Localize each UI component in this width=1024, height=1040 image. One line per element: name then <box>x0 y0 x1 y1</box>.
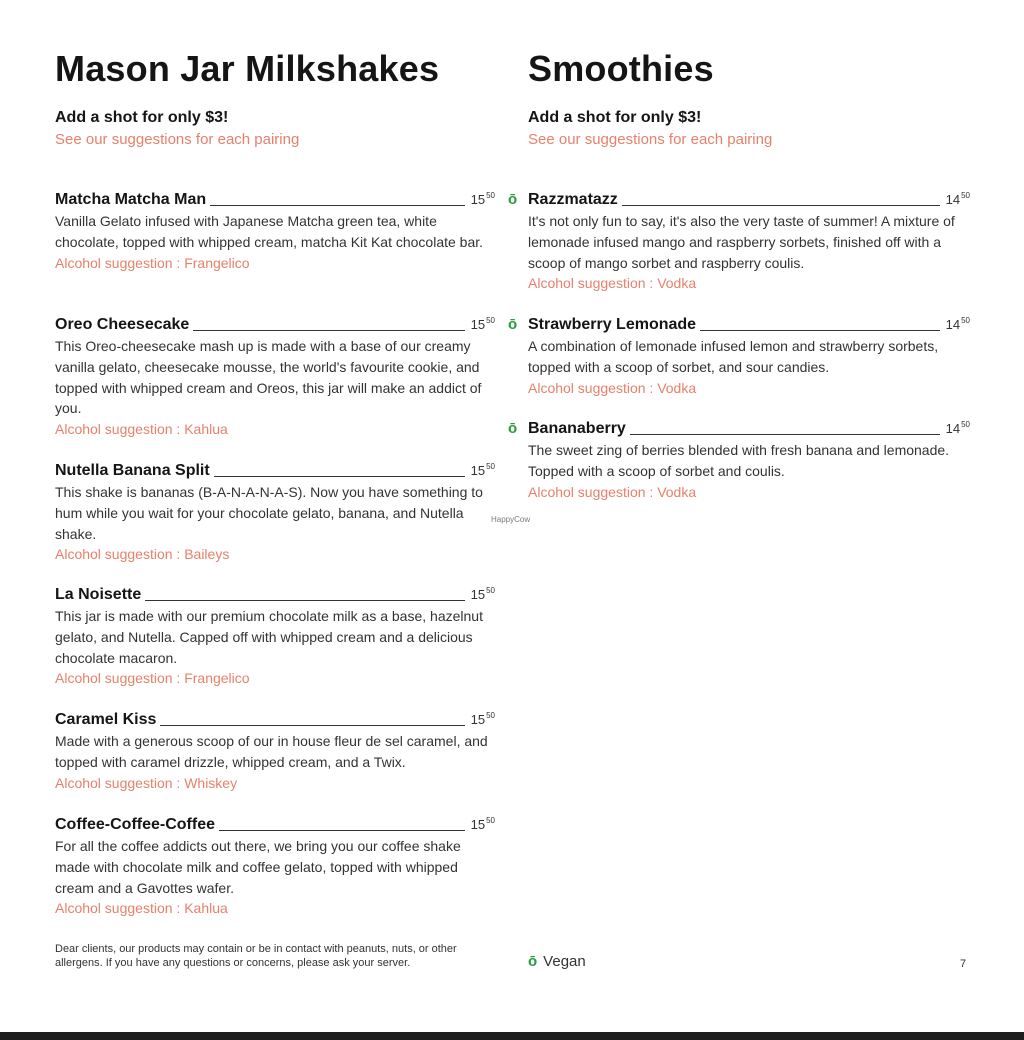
menu-item <box>508 190 970 294</box>
alcohol-suggestion: Alcohol suggestion : Kahlua <box>55 421 228 438</box>
item-price: $15^{50}$ <box>470 462 495 478</box>
alcohol-suggestion: Alcohol suggestion : Vodka <box>528 379 697 396</box>
vegan-icon: ō <box>508 316 518 333</box>
leader-line <box>700 330 940 331</box>
menu-item <box>55 585 495 689</box>
alcohol-suggestion: Alcohol suggestion : Kahlua <box>55 900 228 917</box>
milkshakes-shot-offer: Add a shot for only $3! <box>55 109 229 126</box>
menu-item <box>508 315 970 398</box>
smoothies-suggestions-link[interactable]: See our suggestions for each pairing <box>528 131 773 148</box>
alcohol-suggestion: Alcohol suggestion : Vodka <box>528 483 697 500</box>
leader-line <box>622 205 940 206</box>
smoothies-shot-offer: Add a shot for only $3! <box>528 109 702 126</box>
item-price: $14^{50}$ <box>945 191 970 207</box>
happycow-watermark: HappyCow <box>491 515 531 524</box>
item-price: $14^{50}$ <box>945 316 970 332</box>
alcohol-suggestion: Alcohol suggestion : Frangelico <box>55 254 250 271</box>
alcohol-suggestion: Alcohol suggestion : Whiskey <box>55 774 238 791</box>
menu-item <box>55 315 495 440</box>
item-price: $15^{50}$ <box>470 816 495 832</box>
item-name: Bananaberry <box>528 420 626 437</box>
milkshakes-title: Mason Jar Milkshakes <box>55 48 440 89</box>
item-name: Oreo Cheesecake <box>55 316 190 333</box>
vegan-icon: ō <box>528 953 538 970</box>
vegan-icon: ō <box>508 420 518 437</box>
vegan-icon: ō <box>508 191 518 208</box>
item-description: Made with a generous scoop of our in house fleur de sel caramel, and topped with caramel drizzle, whipped cream, and a Twix. <box>55 733 488 770</box>
milkshakes-suggestions-link[interactable]: See our suggestions for each pairing <box>55 131 300 148</box>
menu-item <box>55 710 495 793</box>
item-description: A combination of lemonade infused lemon and strawberry sorbets, topped with a scoop of sorbet, and sour candies. <box>528 338 939 375</box>
item-description: This shake is bananas (B-A-N-A-N-A-S). Now you have something to hum while you wait for your chocolate gelato, banana, and Nutella shake. <box>55 484 483 542</box>
item-name: Coffee-Coffee-Coffee <box>55 816 215 833</box>
item-price: $15^{50}$ <box>470 191 495 207</box>
item-price: $15^{50}$ <box>470 316 495 332</box>
allergen-notice: Dear clients, our products may contain or be in contact with peanuts, nuts, or other allergens. If you have any questions or concerns, please ask your server. <box>55 943 457 969</box>
item-name: Razzmatazz <box>528 191 618 208</box>
menu-item <box>55 461 495 565</box>
item-description: For all the coffee addicts out there, we bring you our coffee shake made with chocolate milk and coffee gelato, topped with whipped cream and a Gavottes wafer. <box>55 838 461 896</box>
alcohol-suggestion: Alcohol suggestion : Baileys <box>55 546 230 563</box>
item-name: Nutella Banana Split <box>55 462 210 479</box>
item-description: This Oreo-cheesecake mash up is made with a base of our creamy vanilla gelato, cheesecake mousse, the world's favourite cookie, and topped with whipped cream and Oreos, this jar will make an addict of you. <box>55 338 482 417</box>
item-price: $15^{50}$ <box>470 711 495 727</box>
leader-line <box>214 476 465 477</box>
vegan-legend <box>528 953 586 970</box>
item-name: Caramel Kiss <box>55 711 157 728</box>
leader-line <box>160 725 464 726</box>
bottom-bar <box>0 1032 1024 1040</box>
leader-line <box>145 600 464 601</box>
menu-item <box>508 419 970 502</box>
item-name: La Noisette <box>55 586 142 603</box>
item-name: Matcha Matcha Man <box>55 191 207 208</box>
vegan-legend-label: Vegan <box>543 953 586 970</box>
leader-line <box>219 830 465 831</box>
item-description: The sweet zing of berries blended with fresh banana and lemonade. Topped with a scoop of sorbet and coulis. <box>528 442 950 479</box>
item-description: Vanilla Gelato infused with Japanese Matcha green tea, white chocolate, topped with whipped cream, matcha Kit Kat chocolate bar. <box>55 213 484 250</box>
item-name: Strawberry Lemonade <box>528 316 697 333</box>
smoothies-title: Smoothies <box>528 48 714 89</box>
leader-line <box>630 434 940 435</box>
leader-line <box>193 330 464 331</box>
alcohol-suggestion: Alcohol suggestion : Vodka <box>528 275 697 292</box>
item-price: $14^{50}$ <box>945 420 970 436</box>
menu-item <box>55 190 495 273</box>
item-price: $15^{50}$ <box>470 586 495 602</box>
menu-item <box>55 815 495 919</box>
item-description: This jar is made with our premium chocolate milk as a base, hazelnut gelato, and Nutella. Capped off with whipped cream and a delicious chocolate macaron. <box>55 608 483 666</box>
page-number: 7 <box>960 958 967 970</box>
alcohol-suggestion: Alcohol suggestion : Frangelico <box>55 670 250 687</box>
leader-line <box>210 205 464 206</box>
item-description: It's not only fun to say, it's also the very taste of summer! A mixture of lemonade infused mango and raspberry sorbets, finished off with a scoop of mango sorbet and raspberry coulis. <box>528 213 955 271</box>
